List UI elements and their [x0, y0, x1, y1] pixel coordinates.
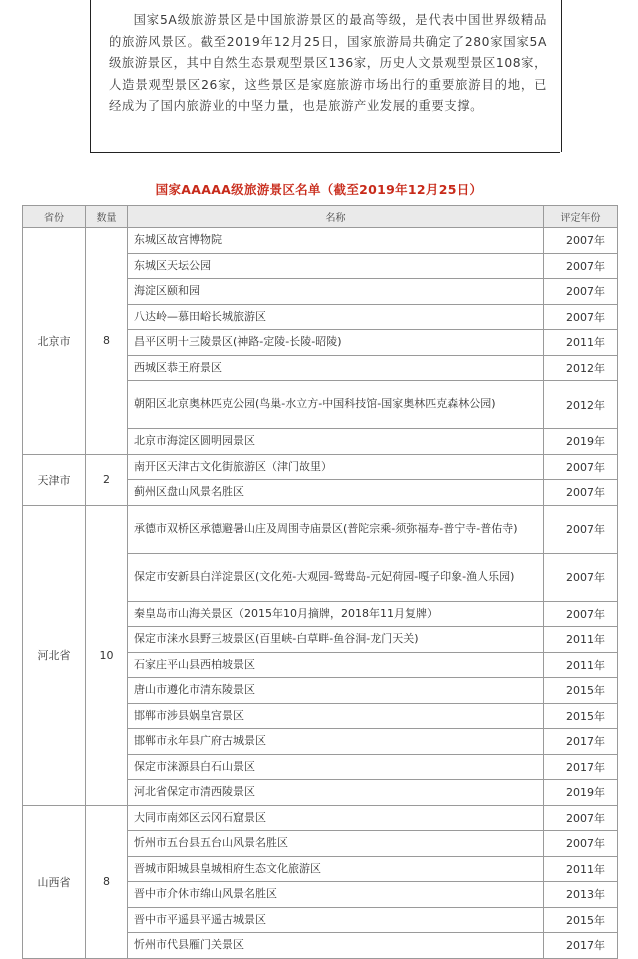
- table-title: 国家AAAAA级旅游景区名单（截至2019年12月25日）: [155, 182, 483, 197]
- intro-divider: [90, 152, 560, 154]
- year-cell: 2012年: [544, 381, 618, 429]
- year-cell: 2007年: [544, 304, 618, 330]
- scenic-name-cell: 北京市海淀区圆明园景区: [128, 429, 544, 455]
- scenic-name-cell: 蓟州区盘山风景名胜区: [128, 480, 544, 506]
- count-cell: 8: [86, 805, 128, 958]
- year-cell: 2007年: [544, 601, 618, 627]
- province-cell: 北京市: [23, 228, 86, 455]
- table-row: [23, 228, 618, 254]
- year-cell: 2017年: [544, 933, 618, 959]
- year-cell: 2007年: [544, 805, 618, 831]
- header-year: 评定年份: [544, 206, 618, 228]
- scenic-name-cell: 朝阳区北京奥林匹克公园(鸟巢-水立方-中国科技馆-国家奥林匹克森林公园): [128, 381, 544, 429]
- scenic-name-cell: 晋中市介休市绵山风景名胜区: [128, 882, 544, 908]
- year-cell: 2017年: [544, 754, 618, 780]
- scenic-name-cell: 保定市涞水县野三坡景区(百里峡-白草畔-鱼谷洞-龙门天关): [128, 627, 544, 653]
- count-cell: 10: [86, 505, 128, 805]
- scenic-name-cell: 东城区天坛公园: [128, 253, 544, 279]
- year-cell: 2019年: [544, 780, 618, 806]
- scenic-name-cell: 保定市涞源县白石山景区: [128, 754, 544, 780]
- intro-paragraph: 国家5A级旅游景区是中国旅游景区的最高等级，是代表中国世界级精品的旅游风景区。截至2019年12月25日，国家旅游局共确定了280家国家5A级旅游景区，其中自然生态景观型景区136家，历史人文景观型景区108家，人造景观型景区26家，这些景区是家庭旅游市场出行的重要旅游目的地，已经成为了国内旅游业的中坚力量，也是旅游产业发展的重要支撑。: [109, 13, 547, 113]
- scenic-name-cell: 八达岭—慕田峪长城旅游区: [128, 304, 544, 330]
- scenic-name-cell: 晋城市阳城县皇城相府生态文化旅游区: [128, 856, 544, 882]
- year-cell: 2019年: [544, 429, 618, 455]
- scenic-name-cell: 忻州市五台县五台山风景名胜区: [128, 831, 544, 857]
- year-cell: 2011年: [544, 652, 618, 678]
- year-cell: 2015年: [544, 703, 618, 729]
- scenic-name-cell: 海淀区颐和园: [128, 279, 544, 305]
- year-cell: 2007年: [544, 228, 618, 254]
- count-cell: 8: [86, 228, 128, 455]
- scenic-name-cell: 保定市安新县白洋淀景区(文化苑-大观园-鸳鸯岛-元妃荷园-嘎子印象-渔人乐园): [128, 553, 544, 601]
- scenic-name-cell: 石家庄平山县西柏坡景区: [128, 652, 544, 678]
- scenic-name-cell: 河北省保定市清西陵景区: [128, 780, 544, 806]
- year-cell: 2011年: [544, 856, 618, 882]
- table-row: [23, 805, 618, 831]
- header-name: 名称: [128, 206, 544, 228]
- scenic-name-cell: 西城区恭王府景区: [128, 355, 544, 381]
- scenic-name-cell: 昌平区明十三陵景区(神路-定陵-长陵-昭陵): [128, 330, 544, 356]
- header-province: 省份: [23, 206, 86, 228]
- count-cell: 2: [86, 454, 128, 505]
- year-cell: 2007年: [544, 253, 618, 279]
- scenic-name-cell: 南开区天津古文化街旅游区（津门故里）: [128, 454, 544, 480]
- intro-box: [90, 0, 562, 152]
- scenic-name-cell: 忻州市代县雁门关景区: [128, 933, 544, 959]
- year-cell: 2007年: [544, 480, 618, 506]
- year-cell: 2015年: [544, 907, 618, 933]
- province-cell: 山西省: [23, 805, 86, 958]
- year-cell: 2012年: [544, 355, 618, 381]
- scenic-name-cell: 邯郸市永年县广府古城景区: [128, 729, 544, 755]
- province-cell: 河北省: [23, 505, 86, 805]
- scenic-area-table: [22, 205, 618, 959]
- scenic-name-cell: 晋中市平遥县平遥古城景区: [128, 907, 544, 933]
- table-row: [23, 454, 618, 480]
- year-cell: 2007年: [544, 553, 618, 601]
- scenic-name-cell: 东城区故宫博物院: [128, 228, 544, 254]
- year-cell: 2007年: [544, 279, 618, 305]
- header-count: 数量: [86, 206, 128, 228]
- scenic-name-cell: 承德市双桥区承德避暑山庄及周围寺庙景区(普陀宗乘-须弥福寿-普宁寺-普佑寺): [128, 505, 544, 553]
- scenic-name-cell: 大同市南郊区云冈石窟景区: [128, 805, 544, 831]
- year-cell: 2017年: [544, 729, 618, 755]
- scenic-name-cell: 秦皇岛市山海关景区（2015年10月摘牌，2018年11月复牌）: [128, 601, 544, 627]
- year-cell: 2015年: [544, 678, 618, 704]
- year-cell: 2007年: [544, 831, 618, 857]
- province-cell: 天津市: [23, 454, 86, 505]
- year-cell: 2007年: [544, 454, 618, 480]
- year-cell: 2011年: [544, 330, 618, 356]
- year-cell: 2007年: [544, 505, 618, 553]
- table-row: [23, 505, 618, 553]
- table-body: [23, 228, 618, 959]
- year-cell: 2013年: [544, 882, 618, 908]
- scenic-name-cell: 唐山市遵化市清东陵景区: [128, 678, 544, 704]
- year-cell: 2011年: [544, 627, 618, 653]
- scenic-name-cell: 邯郸市涉县娲皇宫景区: [128, 703, 544, 729]
